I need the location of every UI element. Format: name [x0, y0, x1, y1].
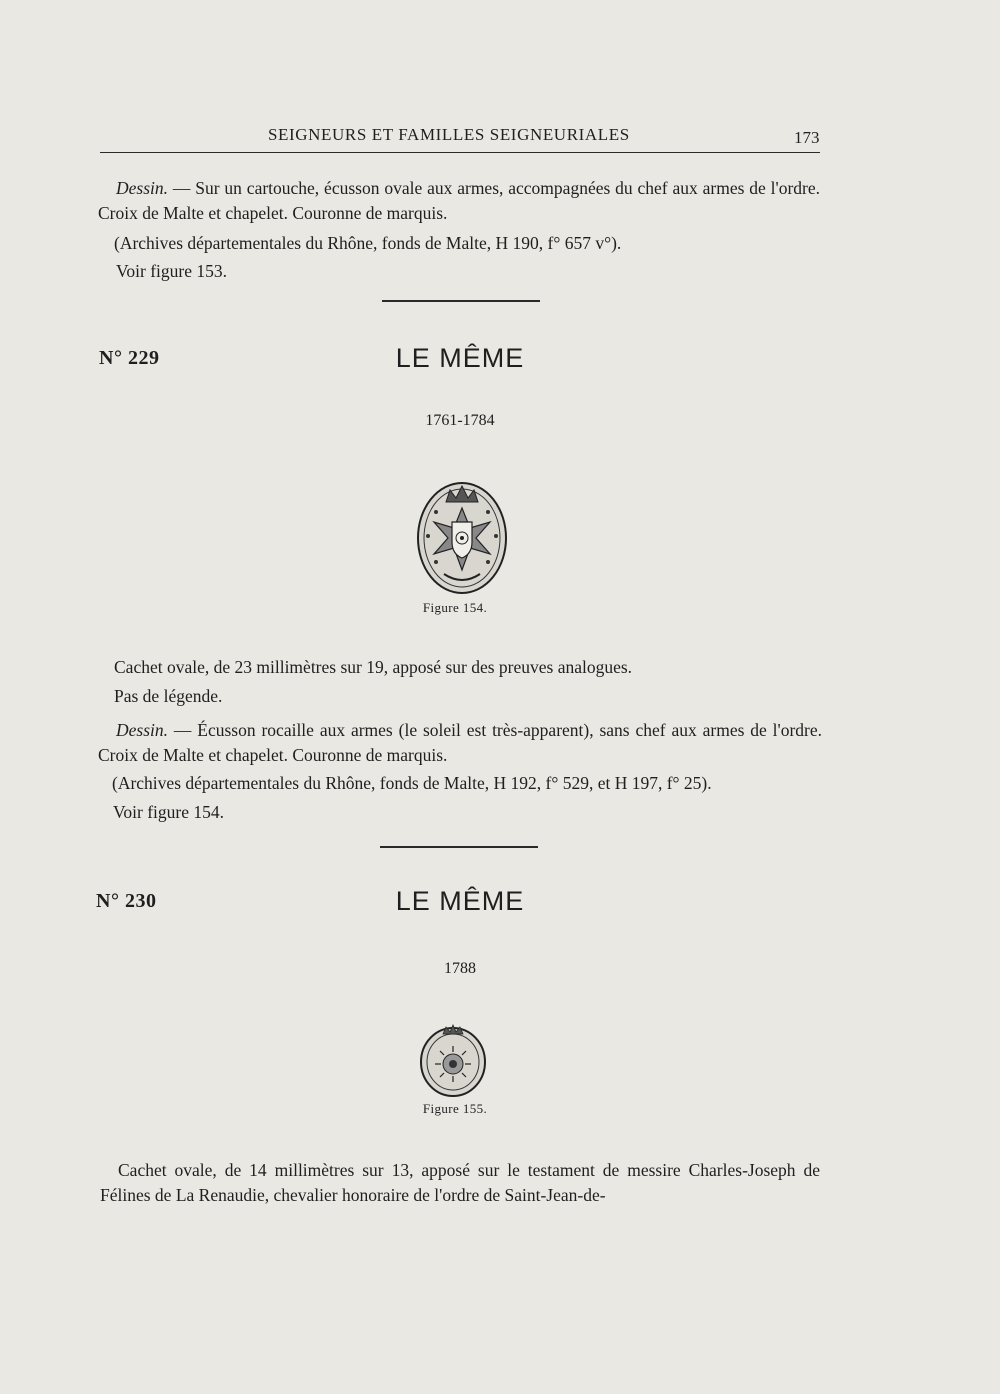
voir-figure-153: Voir figure 153.	[116, 261, 227, 281]
voir-figure-154: Voir figure 154.	[113, 802, 224, 822]
entry-date-230: 1788	[444, 960, 476, 977]
page-number: 173	[794, 128, 820, 147]
entry-date-229: 1761-1784	[425, 412, 495, 429]
legende-paragraph-229: Pas de légende.	[114, 686, 223, 706]
cachet-paragraph-229: Cachet ovale, de 23 millimètres sur 19, apposé sur des preuves analogues.	[114, 657, 633, 677]
dessin-lead: Dessin.	[116, 178, 169, 198]
entry-title-229: LE MÊME	[395, 343, 525, 373]
entry-title-230: LE MÊME	[395, 886, 525, 916]
cachet-paragraph-230: Cachet ovale, de 14 millimètres sur 13, apposé sur le testament de messire Charles-Joseph de Félines de La Renaudie, chevalier honoraire de l'ordre de Saint-Jean-de-	[100, 1160, 820, 1205]
dessin-paragraph-153	[98, 176, 820, 226]
section-separator	[382, 300, 540, 302]
entry-number-230: N° 230	[96, 890, 157, 912]
figure-caption-155: Figure 155.	[422, 1101, 488, 1116]
dessin-text: — Sur un cartouche, écusson ovale aux armes, accompagnées du chef aux armes de l'ordre. Croix de Malte et chapelet. Couronne de marquis.	[98, 178, 820, 223]
figure-caption-154: Figure 154.	[422, 600, 488, 615]
archives-paragraph-229: (Archives départementales du Rhône, fonds de Malte, H 192, f° 529, et H 197, f° 25).	[112, 773, 712, 793]
archives-paragraph-153: (Archives départementales du Rhône, fonds de Malte, H 190, f° 657 v°).	[114, 233, 622, 253]
dessin-lead: Dessin.	[116, 720, 169, 740]
seal-round-sun-icon	[418, 1024, 488, 1098]
dessin-paragraph-229	[98, 718, 822, 768]
running-header-title: SEIGNEURS ET FAMILLES SEIGNEURIALES	[268, 125, 630, 144]
section-separator	[380, 846, 538, 848]
entry-number-229: N° 229	[99, 347, 160, 369]
header-rule	[100, 152, 820, 153]
seal-oval-arms-icon	[414, 478, 510, 596]
dessin-text: — Écusson rocaille aux armes (le soleil est très-apparent), sans chef aux armes de l'ordre. Croix de Malte et chapelet. Couronne de marquis.	[98, 720, 822, 765]
